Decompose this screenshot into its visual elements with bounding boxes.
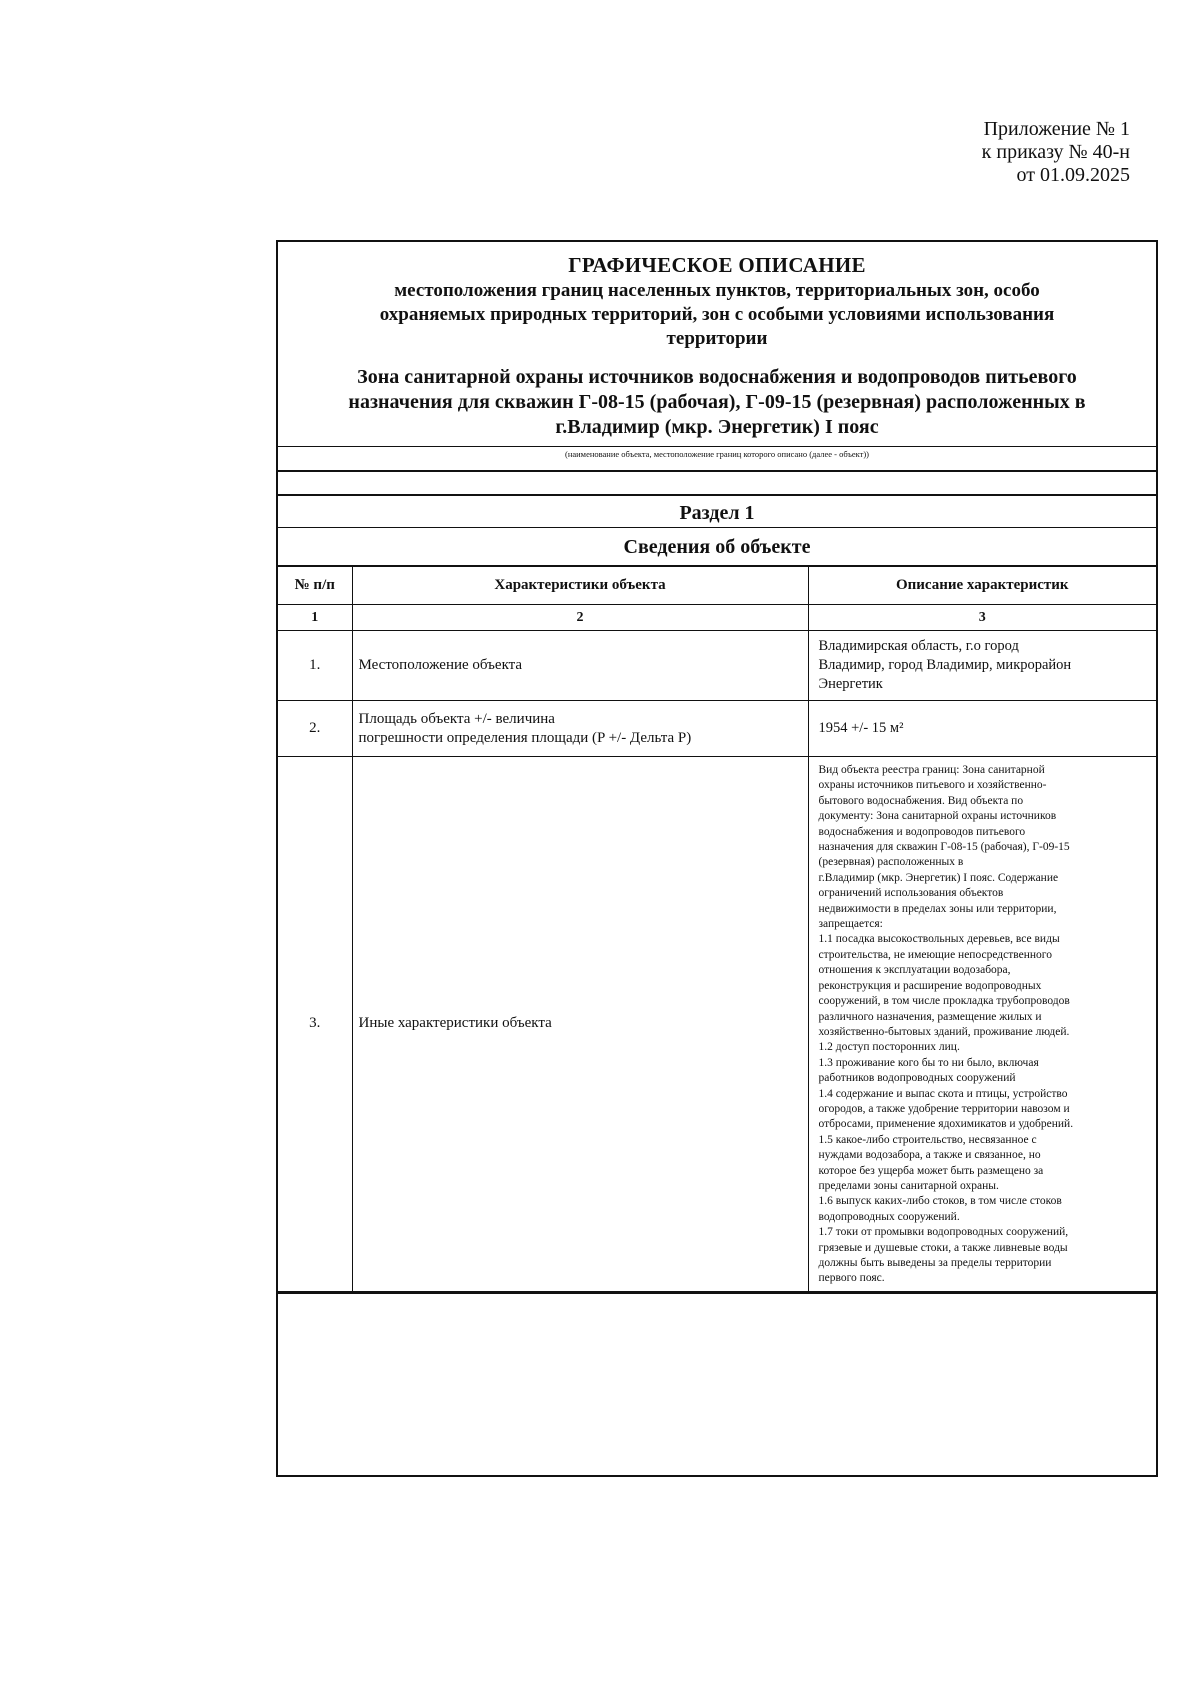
column-number: 3 [808, 605, 1156, 631]
empty-area [278, 1292, 1156, 1442]
column-number-row [278, 605, 1156, 631]
appendix-date: от 01.09.2025 [1016, 164, 1130, 186]
description-line: недвижимости в пределах зоны или территории, [818, 902, 1057, 915]
description-line: хозяйственно-бытовых зданий, проживание людей. [818, 1025, 1070, 1038]
table-row [278, 757, 1156, 1292]
description-line: грязевые и душевые стоки, а также ливневые воды [818, 1241, 1068, 1254]
description-line: 1.4 содержание и выпас скота и птицы, устройство [818, 1087, 1068, 1100]
description-line: должны быть выведены за пределы территории [818, 1257, 1052, 1269]
row-number: 2. [278, 701, 352, 757]
column-number: 2 [352, 605, 808, 631]
table-row [278, 631, 1156, 701]
row-number: 1. [278, 631, 352, 701]
description-line: охраны источников питьевого и хозяйственно- [818, 779, 1047, 792]
description-line: 1.7 токи от промывки водопроводных сооружений, [818, 1226, 1069, 1239]
description-line: различного назначения, размещение жилых и [818, 1010, 1042, 1023]
section-subtitle: Сведения об объекте [278, 528, 1156, 566]
description-line: которое без ущерба может быть размещено за [818, 1164, 1044, 1177]
description-line: сооружений, в том числе прокладка трубопроводов [818, 995, 1070, 1008]
document-subtitle [288, 279, 1146, 351]
document-subtitle-line: охраняемых природных территорий, зон с особыми условиями использования [379, 304, 1055, 325]
appendix-number: Приложение № 1 [983, 118, 1130, 140]
object-info-table [278, 566, 1156, 1292]
row-characteristic: Иные характеристики объекта [352, 757, 808, 1292]
description-line: г.Владимир (мкр. Энергетик) I пояс. Содержание [818, 871, 1059, 884]
description-line: Вид объекта реестра границ: Зона санитарной [818, 764, 1045, 776]
header-characteristic: Характеристики объекта [352, 567, 808, 605]
description-line: нуждами водозабора, а также и связанное, но [818, 1149, 1041, 1162]
row-description [808, 631, 1156, 701]
zone-name-line: Зона санитарной охраны источников водоснабжения и водопроводов питьевого [357, 366, 1077, 388]
description-line: ограничений использования объектов [818, 887, 1004, 900]
description-line: водоснабжения и водопроводов питьевого [818, 825, 1026, 838]
zone-name [288, 365, 1146, 440]
section-title: Раздел 1 [278, 494, 1156, 528]
description-line: 1.3 проживание кого бы то ни было, включая [818, 1056, 1039, 1069]
appendix-reference [982, 118, 1130, 187]
description-line: водопроводных сооружений. [818, 1210, 960, 1223]
table-header-row [278, 567, 1156, 605]
row-description: 1954 +/- 15 м² [808, 701, 1156, 757]
description-line: Владимирская область, г.о город [818, 638, 1019, 654]
description-line: отношения к эксплуатации водозабора, [818, 964, 1011, 977]
characteristic-line: погрешности определения площади (P +/- Дельта P) [358, 729, 692, 746]
row-description [808, 757, 1156, 1292]
description-line: отбросами, применение ядохимикатов и удобрений. [818, 1118, 1074, 1131]
zone-name-line: г.Владимир (мкр. Энергетик) I пояс [555, 416, 879, 438]
description-line: Энергетик [818, 676, 883, 692]
row-number: 3. [278, 757, 352, 1292]
description-line: Владимир, город Владимир, микрорайон [818, 657, 1072, 673]
row-characteristic [352, 701, 808, 757]
object-caption: (наименование объекта, местоположение границ которого описано (далее - объект)) [278, 446, 1156, 472]
description-line: бытового водоснабжения. Вид объекта по [818, 794, 1024, 807]
document-title: ГРАФИЧЕСКОЕ ОПИСАНИЕ [568, 253, 866, 277]
description-line: документу: Зона санитарной охраны источников [818, 810, 1057, 823]
column-number: 1 [278, 605, 352, 631]
description-line: 1.1 посадка высокоствольных деревьев, все виды [818, 933, 1060, 946]
appendix-order: к приказу № 40-н [981, 141, 1130, 163]
document-subtitle-line: территории [666, 328, 768, 349]
description-line: запрещается: [818, 918, 883, 931]
spacer-row [278, 472, 1156, 494]
row-characteristic: Местоположение объекта [352, 631, 808, 701]
document-subtitle-line: местоположения границ населенных пунктов, территориальных зон, особо [394, 280, 1040, 301]
table-row [278, 701, 1156, 757]
description-line: реконструкция и расширение водопроводных [818, 979, 1042, 992]
description-line: огородов, а также удобрение территории навозом и [818, 1102, 1070, 1115]
description-line: первого пояс. [818, 1272, 885, 1285]
description-line: пределами зоны санитарной охраны. [818, 1179, 999, 1192]
description-line: 1.5 какое-либо строительство, несвязанное с [818, 1133, 1037, 1146]
description-line: строительства, не имеющие непосредственного [818, 948, 1052, 961]
description-line: работников водопроводных сооружений [818, 1072, 1016, 1085]
header-number: № п/п [278, 567, 352, 605]
characteristic-line: Площадь объекта +/- величина [358, 710, 555, 727]
zone-name-line: назначения для скважин Г-08-15 (рабочая), Г-09-15 (резервная) расположенных в [348, 391, 1086, 413]
header-description: Описание характеристик [808, 567, 1156, 605]
document-header [278, 242, 1156, 440]
description-line: назначения для скважин Г-08-15 (рабочая), Г-09-15 [818, 841, 1070, 854]
document-frame [276, 240, 1158, 1477]
description-line: (резервная) расположенных в [818, 856, 964, 869]
description-line: 1.6 выпуск каких-либо стоков, в том числе стоков [818, 1195, 1062, 1208]
description-line: 1.2 доступ посторонних лиц. [818, 1041, 960, 1054]
